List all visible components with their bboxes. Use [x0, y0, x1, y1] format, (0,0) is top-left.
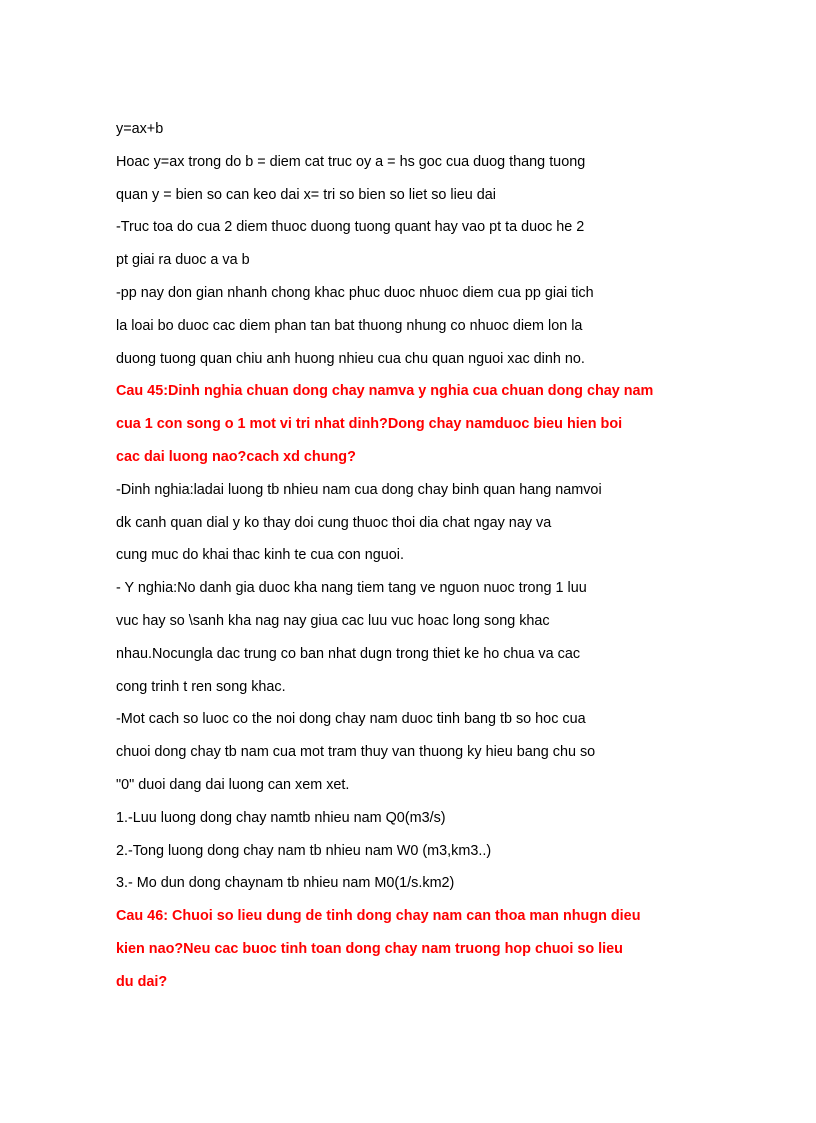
list-item-3: 3.- Mo dun dong chaynam tb nhieu nam M0(1/s.km2)	[116, 875, 455, 892]
text-line-21: "0" duoi dang dai luong can xem xet.	[116, 776, 350, 793]
text-line-7: la loai bo duoc cac diem phan tan bat thuong nhung co nhuoc diem lon la	[116, 317, 583, 334]
question-46-heading-line-2: kien nao?Neu cac buoc tinh toan dong chay nam truong hop chuoi so lieu	[116, 940, 623, 957]
question-46-heading-line-1: Cau 46: Chuoi so lieu dung de tinh dong chay nam can thoa man nhugn dieu	[116, 908, 641, 925]
list-item-2: 2.-Tong luong dong chay nam tb nhieu nam W0 (m3,km3..)	[116, 842, 492, 859]
text-line-16: vuc hay so \sanh kha nag nay giua cac luu vuc hoac long song khac	[116, 612, 550, 629]
question-46-heading-line-3: du dai?	[116, 973, 168, 990]
text-line-18: cong trinh t ren song khac.	[116, 678, 286, 695]
text-line-19: -Mot cach so luoc co the noi dong chay nam duoc tinh bang tb so hoc cua	[116, 711, 586, 728]
text-line-14: cung muc do khai thac kinh te cua con nguoi.	[116, 547, 404, 564]
text-line-6: -pp nay don gian nhanh chong khac phuc duoc nhuoc diem cua pp giai tich	[116, 284, 594, 301]
question-45-heading-line-2: cua 1 con song o 1 mot vi tri nhat dinh?Dong chay namduoc bieu hien boi	[116, 416, 623, 433]
text-line-8: duong tuong quan chiu anh huong nhieu cua chu quan nguoi xac dinh no.	[116, 350, 585, 367]
text-line-12: -Dinh nghia:ladai luong tb nhieu nam cua dong chay binh quan hang namvoi	[116, 481, 602, 498]
text-line-13: dk canh quan dial y ko thay doi cung thuoc thoi dia chat ngay nay va	[116, 514, 552, 531]
text-line-5: pt giai ra duoc a va b	[116, 252, 250, 269]
text-line-20: chuoi dong chay tb nam cua mot tram thuy van thuong ky hieu bang chu so	[116, 744, 596, 761]
question-45-heading-line-1: Cau 45:Dinh nghia chuan dong chay namva y nghia cua chuan dong chay nam	[116, 383, 654, 400]
text-line-15: - Y nghia:No danh gia duoc kha nang tiem tang ve nguon nuoc trong 1 luu	[116, 580, 587, 597]
question-45-heading-line-3: cac dai luong nao?cach xd chung?	[116, 448, 356, 465]
text-line-17: nhau.Nocungla dac trung co ban nhat dugn trong thiet ke ho chua va cac	[116, 645, 581, 662]
text-line-1: y=ax+b	[116, 121, 164, 137]
document-page	[116, 113, 756, 999]
text-line-2: Hoac y=ax trong do b = diem cat truc oy a = hs goc cua duog thang tuong	[116, 153, 586, 170]
text-line-4: -Truc toa do cua 2 diem thuoc duong tuong quant hay vao pt ta duoc he 2	[116, 219, 585, 236]
list-item-1: 1.-Luu luong dong chay namtb nhieu nam Q0(m3/s)	[116, 809, 446, 826]
text-line-3: quan y = bien so can keo dai x= tri so bien so liet so lieu dai	[116, 186, 496, 203]
